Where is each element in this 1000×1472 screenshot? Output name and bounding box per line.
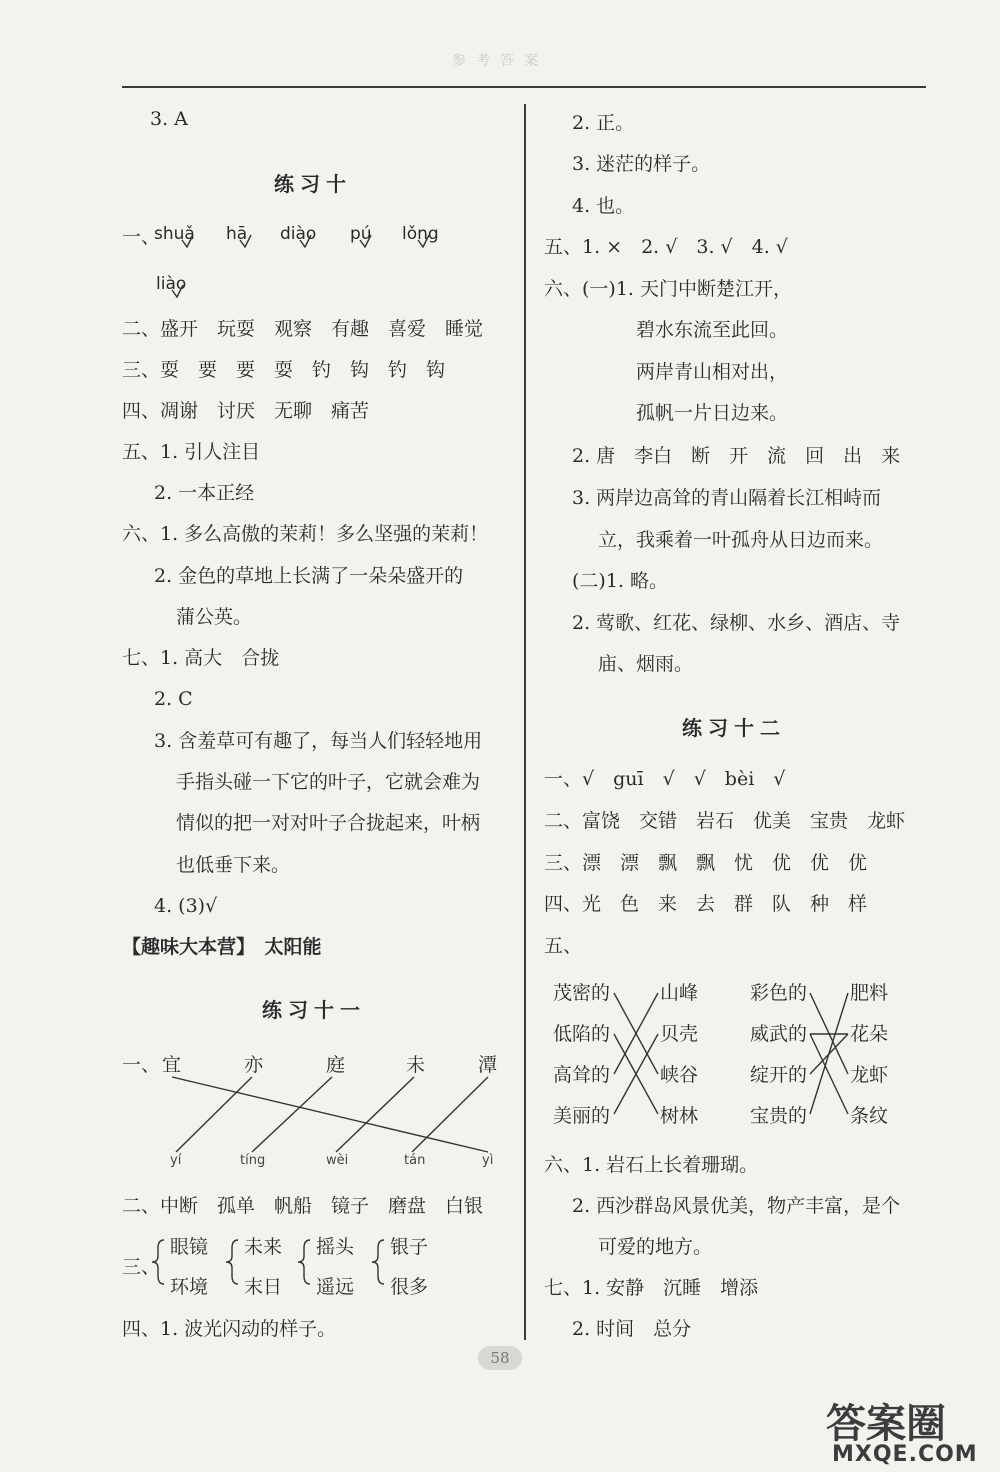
- pinyin-2: hā: [226, 224, 248, 244]
- ex10-q3: 三、耍 要 要 耍 钓 钩 钓 钩: [122, 359, 446, 381]
- ex10-q6-1: 六、1. 多么高傲的茉莉！多么坚强的茉莉！: [122, 523, 489, 545]
- ex11-q4-1: 四、1. 波光闪动的样子。: [122, 1318, 337, 1340]
- char-5: 潭: [478, 1054, 498, 1076]
- poem-line-2: 碧水东流至此回。: [636, 319, 789, 341]
- ex12-q3: 三、漂 漂 飘 飘 忧 优 优 优: [544, 852, 868, 874]
- ex10-q5-1: 五、1. 引人注目: [122, 441, 261, 463]
- brace-4: [372, 1240, 384, 1284]
- brace-2: [226, 1240, 238, 1284]
- watermark-url: MXQE.COM: [832, 1442, 978, 1467]
- ex11-q2: 二、中断 孤单 帆船 镜子 磨盘 白银: [122, 1195, 484, 1217]
- tone-mark-6: [172, 285, 183, 297]
- pinyin-5: lǒng: [402, 224, 439, 244]
- pinyin-6: liào: [156, 274, 187, 294]
- char-4: 未: [406, 1054, 426, 1076]
- tone-mark-2: [240, 235, 251, 247]
- char-1: 宜: [162, 1054, 182, 1076]
- exercise-12-title: 练习十二: [682, 716, 786, 740]
- connector-4: [336, 1077, 414, 1152]
- connector-3: [252, 1077, 332, 1152]
- match-b-right-2: 花朵: [850, 1023, 889, 1045]
- pair-4-top: 银子: [390, 1236, 429, 1258]
- connector-5: [412, 1077, 488, 1152]
- py-5: yì: [482, 1153, 494, 1168]
- match-b-right-4: 条纹: [850, 1105, 889, 1127]
- r-3: 3. 迷茫的样子。: [572, 153, 711, 175]
- r-6-b2a: 2. 莺歌、红花、绿柳、水乡、酒店、寺: [572, 612, 901, 634]
- pair-4-bottom: 很多: [390, 1276, 429, 1298]
- py-2: tíng: [240, 1153, 266, 1168]
- py-1: yí: [170, 1153, 182, 1168]
- match-b-line-2: [810, 1034, 848, 1114]
- ex11-q1-label: 一、: [122, 1054, 161, 1076]
- match-b-left-4: 宝贵的: [750, 1105, 808, 1127]
- match-a-left-1: 茂密的: [553, 982, 611, 1004]
- match-b-left-1: 彩色的: [750, 982, 808, 1004]
- poem-line-3: 两岸青山相对出，: [636, 361, 789, 383]
- r-6-2: 2. 唐 李白 断 开 流 回 出 来: [572, 445, 901, 467]
- ex10-q7-1: 七、1. 高大 合拢: [122, 647, 280, 669]
- r-2: 2. 正。: [572, 112, 635, 134]
- ex10-q6-2b: 蒲公英。: [176, 606, 253, 628]
- ex12-q1: 一、√ guī √ √ bèi √: [544, 768, 786, 790]
- match-b-right-3: 龙虾: [850, 1064, 889, 1086]
- poem-line-4: 孤帆一片日边来。: [636, 402, 789, 424]
- match-b-left-2: 威武的: [750, 1023, 808, 1045]
- ex12-q5-label: 五、: [544, 935, 583, 957]
- ex11-q3-label: 三、: [122, 1256, 161, 1278]
- ex12-q2: 二、富饶 交错 岩石 优美 宝贵 龙虾: [544, 810, 906, 832]
- pair-1-top: 眼镜: [170, 1236, 209, 1258]
- py-3: wèi: [326, 1153, 349, 1168]
- ex10-q1-label: 一、: [122, 226, 161, 248]
- r-6-b1: (二)1. 略。: [572, 570, 668, 592]
- py-4: tán: [404, 1153, 426, 1168]
- exercise-11-title: 练习十一: [262, 998, 366, 1022]
- page-number: 58: [478, 1346, 522, 1370]
- tone-mark-4: [360, 235, 371, 247]
- match-a-right-3: 峡谷: [660, 1064, 699, 1086]
- ex10-q7-3c: 情似的把一对对叶子合拢起来，叶柄: [176, 812, 481, 834]
- char-3: 庭: [326, 1054, 346, 1076]
- pair-1-bottom: 环境: [170, 1276, 209, 1298]
- ex10-q2: 二、盛开 玩耍 观察 有趣 喜爱 睡觉: [122, 318, 484, 340]
- match-a-left-4: 美丽的: [553, 1105, 611, 1127]
- match-a-left-3: 高耸的: [553, 1064, 611, 1086]
- ex10-q7-3a: 3. 含羞草可有趣了，每当人们轻轻地用: [154, 730, 483, 752]
- r-4: 4. 也。: [572, 195, 635, 217]
- ex10-q7-3d: 也低垂下来。: [176, 854, 291, 876]
- brace-3: [298, 1240, 310, 1284]
- tone-mark-1: [182, 235, 193, 247]
- r-6-1: 六、(一)1. 天门中断楚江开，: [544, 278, 792, 300]
- ex12-q7-1: 七、1. 安静 沉睡 增添: [544, 1277, 759, 1299]
- connector-1: [172, 1077, 488, 1152]
- ex10-q7-2: 2. C: [154, 688, 193, 710]
- match-a-left-2: 低陷的: [553, 1023, 611, 1045]
- ex10-q5-2: 2. 一本正经: [154, 482, 255, 504]
- r-6-b2b: 庙、烟雨。: [598, 653, 694, 675]
- pair-2-bottom: 末日: [244, 1276, 283, 1298]
- ex12-q6-2b: 可爱的地方。: [598, 1236, 713, 1258]
- pinyin-4: pú: [350, 224, 372, 244]
- fun-section: 【趣味大本营】 太阳能: [122, 936, 322, 958]
- answer-3: 3. A: [150, 108, 188, 130]
- match-a-right-4: 树林: [660, 1105, 699, 1127]
- ex10-q7-4: 4. (3)√: [154, 895, 218, 917]
- r-6-3a: 3. 两岸边高耸的青山隔着长江相峙而: [572, 487, 882, 509]
- r-6-3b: 立，我乘着一叶孤舟从日边而来。: [598, 529, 884, 551]
- watermark-logo: 答案圈: [826, 1401, 946, 1447]
- match-b-line-4: [810, 993, 848, 1114]
- pinyin-3: diào: [280, 224, 317, 244]
- pair-3-bottom: 遥远: [316, 1276, 355, 1298]
- ex10-q7-3b: 手指头碰一下它的叶子，它就会难为: [176, 771, 481, 793]
- tone-mark-5: [418, 235, 429, 247]
- connector-2: [176, 1077, 252, 1152]
- pair-3-top: 摇头: [316, 1236, 355, 1258]
- match-a-right-2: 贝壳: [660, 1023, 699, 1045]
- pair-2-top: 未来: [244, 1236, 283, 1258]
- char-2: 亦: [244, 1054, 264, 1076]
- brace-1: [152, 1240, 164, 1284]
- ex10-q4: 四、凋谢 讨厌 无聊 痛苦: [122, 400, 370, 422]
- match-b-left-3: 绽开的: [750, 1064, 808, 1086]
- tone-mark-3: [300, 235, 311, 247]
- pinyin-1: shuǎ: [154, 224, 195, 244]
- match-a-right-1: 山峰: [660, 982, 699, 1004]
- ex10-q6-2a: 2. 金色的草地上长满了一朵朵盛开的: [154, 565, 464, 587]
- ex12-q7-2: 2. 时间 总分: [572, 1318, 692, 1340]
- r-5: 五、1. × 2. √ 3. √ 4. √: [544, 236, 788, 258]
- ex12-q4: 四、光 色 来 去 群 队 种 样: [544, 893, 868, 915]
- page-header-title: 参考答案: [452, 53, 548, 69]
- ex12-q6-1: 六、1. 岩石上长着珊瑚。: [544, 1154, 759, 1176]
- exercise-10-title: 练习十: [274, 172, 352, 196]
- ex12-q6-2a: 2. 西沙群岛风景优美，物产丰富，是个: [572, 1195, 901, 1217]
- match-b-right-1: 肥料: [850, 982, 889, 1004]
